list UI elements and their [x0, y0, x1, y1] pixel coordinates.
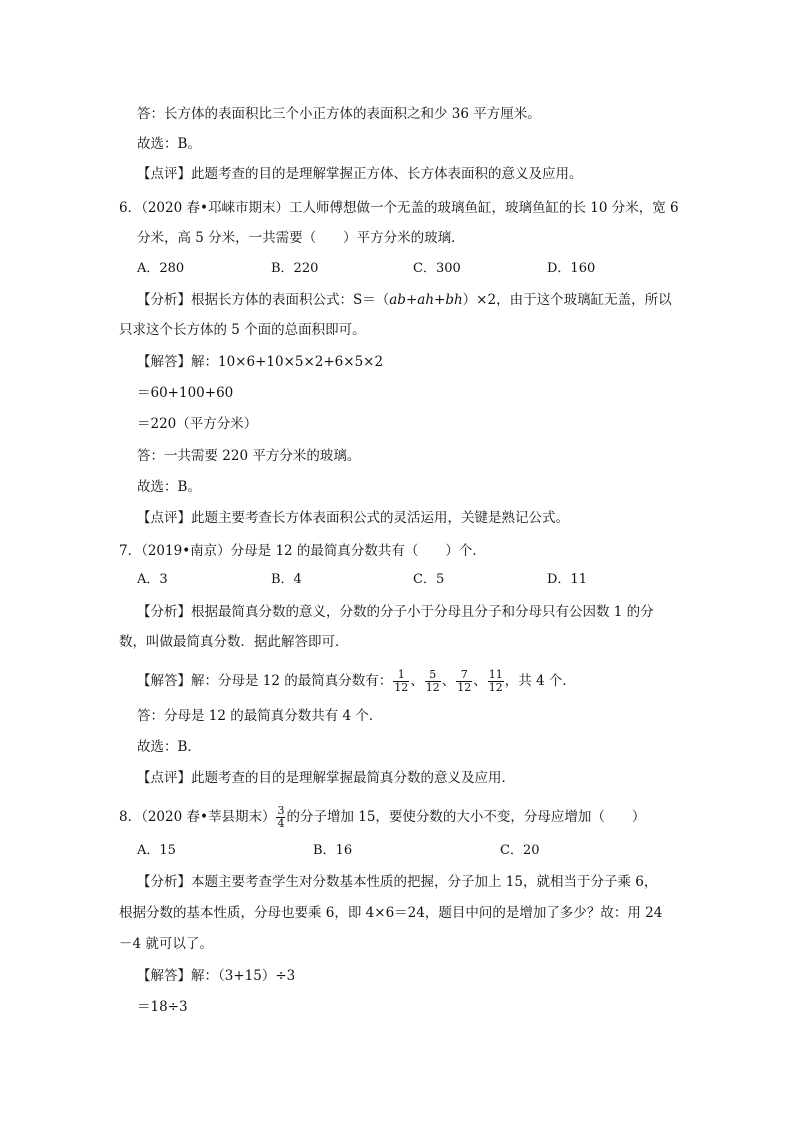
q6-solution-line1: 【解答】解：10×6+10×5×2+6×5×2	[137, 354, 384, 370]
q5-comment: 【点评】此题考查的目的是理解掌握正方体、长方体表面积的意义及应用。	[137, 166, 583, 182]
q8-analysis-line3: －4 就可以了。	[119, 936, 213, 952]
q6-analysis-line2: 只求这个长方体的 5 个面的总面积即可。	[119, 322, 366, 338]
fraction-separator: 、	[441, 673, 456, 689]
q7-choice: 故选：B．	[137, 739, 201, 755]
q6-plus-2: +	[434, 292, 446, 308]
q8-option-c: C．20	[500, 843, 540, 858]
q8-stem-pre: 8．（2020 春•莘县期末）	[119, 809, 276, 825]
q8-solution-line2: ＝18÷3	[137, 999, 188, 1015]
fraction-3-4: $\frac{3}{4}$	[277, 804, 285, 830]
q7-solution-post: ，共 4 个．	[504, 673, 576, 689]
q6-formula-ab: ab	[389, 292, 406, 308]
q6-analysis-line1	[137, 290, 672, 310]
q6-option-a: A．280	[137, 261, 185, 276]
q6-solution-line2: ＝60+100+60	[137, 385, 234, 401]
q7-comment: 【点评】此题考查的目的是理解掌握最简真分数的意义及应用．	[137, 770, 515, 786]
q8-analysis-line1: 【分析】本题主要考查学生对分数基本性质的把握，分子加上 15，就相当于分子乘 6，	[137, 874, 658, 890]
q7-answer: 答：分母是 12 的最简真分数共有 4 个．	[137, 708, 383, 724]
fraction-5-12: $\frac{5}{12}$	[425, 668, 440, 694]
q7-analysis-line1: 【分析】根据最简真分数的意义，分数的分子小于分母且分子和分母只有公因数 1 的分	[137, 604, 654, 620]
q7-analysis-line2: 数，叫做最简真分数．据此解答即可．	[119, 634, 349, 650]
q8-analysis-line2: 根据分数的基本性质，分母也要乘 6，即 4×6＝24，题目中问的是增加了多少？故：用 24	[119, 905, 663, 921]
q6-analysis-pre: 【分析】根据长方体的表面积公式：S＝（	[137, 292, 390, 308]
q6-stem-line1: 6．（2020 春•邛崃市期末）工人师傅想做一个无盖的玻璃鱼缸，玻璃鱼缸的长 10 分米，宽 6	[119, 200, 679, 216]
q8-solution-line1: 【解答】解：（3+15）÷3	[137, 968, 296, 984]
q6-answer: 答：一共需要 220 平方分米的玻璃。	[137, 448, 361, 464]
q6-solution-line3: ＝220（平方分米）	[137, 416, 258, 432]
q8-stem-post: 的分子增加 15，要使分数的大小不变，分母应增加（ ）	[286, 809, 646, 825]
q8-stem	[119, 805, 645, 830]
q6-analysis-post: ）×2，由于这个玻璃缸无盖，所以	[462, 292, 672, 308]
fraction-separator: 、	[473, 673, 487, 689]
q7-solution-pre: 【解答】解：分母是 12 的最简真分数有：	[137, 673, 393, 689]
q6-formula-ah: ah	[417, 292, 435, 308]
q7-option-d: D．11	[547, 572, 587, 587]
q7-option-a: A．3	[137, 572, 168, 587]
fraction-11-12: $\frac{11}{12}$	[488, 668, 503, 694]
q8-option-b: B．16	[313, 843, 353, 858]
q6-option-b: B．220	[271, 261, 319, 276]
q6-option-c: C．300	[413, 261, 461, 276]
q8-option-a: A．15	[137, 843, 176, 858]
q7-option-c: C．5	[413, 572, 445, 587]
q6-choice: 故选：B。	[137, 479, 201, 495]
fraction-7-12: $\frac{7}{12}$	[457, 668, 472, 694]
q5-answer: 答：长方体的表面积比三个小正方体的表面积之和少 36 平方厘米。	[137, 106, 541, 122]
q7-solution-line	[137, 669, 576, 694]
q6-formula-bh: bh	[445, 292, 463, 308]
q6-option-d: D．160	[547, 261, 596, 276]
q5-choice: 故选：B。	[137, 136, 201, 152]
fraction-1-12: $\frac{1}{12}$	[394, 668, 409, 694]
q6-comment: 【点评】此题主要考查长方体表面积公式的灵活运用，关键是熟记公式。	[137, 510, 569, 526]
q6-stem-line2: 分米，高 5 分米，一共需要（ ）平方分米的玻璃．	[137, 230, 465, 246]
fraction-separator: 、	[410, 673, 424, 689]
q7-option-b: B．4	[271, 572, 302, 587]
q6-plus-1: +	[405, 292, 418, 308]
q7-stem: 7．（2019•南京）分母是 12 的最简真分数共有（ ）个．	[119, 543, 486, 559]
